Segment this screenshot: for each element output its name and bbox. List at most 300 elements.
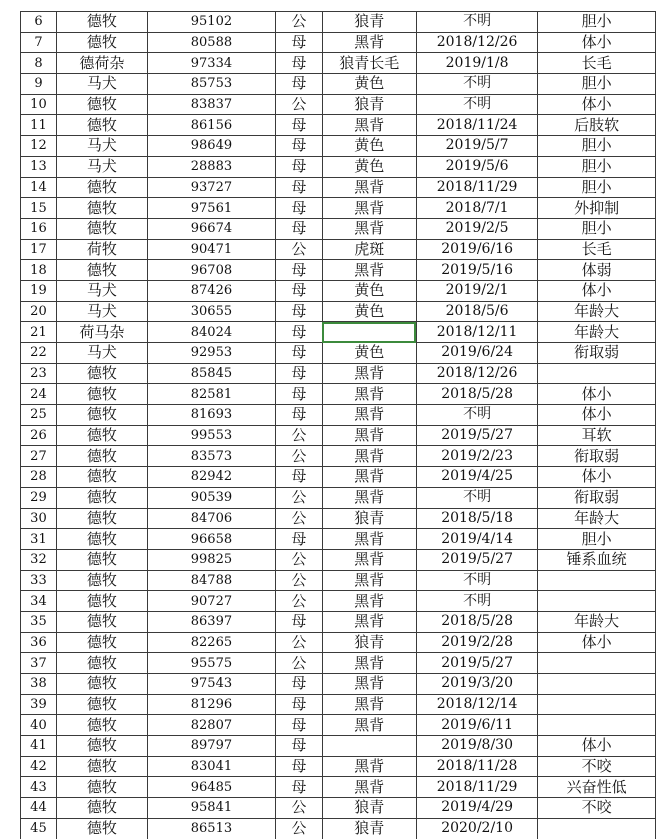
breed-cell[interactable]: 德牧 [56, 570, 147, 591]
breed-cell[interactable]: 德牧 [56, 198, 147, 219]
row-number-cell[interactable]: 13 [21, 156, 57, 177]
breed-cell[interactable]: 荷牧 [56, 239, 147, 260]
remark-cell[interactable]: 长毛 [538, 53, 656, 74]
row-number-cell[interactable]: 43 [21, 777, 57, 798]
date-cell[interactable]: 不明 [416, 591, 537, 612]
sex-cell[interactable]: 母 [276, 756, 323, 777]
coat-color-cell[interactable]: 狼青 [322, 12, 416, 33]
sex-cell[interactable]: 母 [276, 611, 323, 632]
date-cell[interactable]: 2019/6/24 [416, 343, 537, 364]
row-number-cell[interactable]: 32 [21, 549, 57, 570]
sex-cell[interactable]: 母 [276, 322, 323, 343]
breed-cell[interactable]: 德牧 [56, 12, 147, 33]
coat-color-cell[interactable]: 黑背 [322, 177, 416, 198]
row-number-cell[interactable]: 16 [21, 218, 57, 239]
breed-cell[interactable]: 德牧 [56, 467, 147, 488]
table-row [21, 198, 656, 219]
row-number-cell[interactable]: 31 [21, 529, 57, 550]
row-number-cell[interactable]: 15 [21, 198, 57, 219]
date-cell[interactable]: 2019/1/8 [416, 53, 537, 74]
dog-id-cell[interactable]: 83837 [147, 94, 275, 115]
breed-cell[interactable]: 德牧 [56, 736, 147, 757]
remark-cell[interactable]: 胆小 [538, 12, 656, 33]
row-number-cell[interactable]: 40 [21, 715, 57, 736]
sex-cell[interactable]: 母 [276, 301, 323, 322]
remark-cell[interactable]: 胆小 [538, 136, 656, 157]
sex-cell[interactable]: 母 [276, 405, 323, 426]
row-number-cell[interactable]: 41 [21, 736, 57, 757]
date-cell[interactable]: 2018/11/28 [416, 756, 537, 777]
sex-cell[interactable]: 公 [276, 570, 323, 591]
remark-cell[interactable]: 锤系血统 [538, 549, 656, 570]
row-number-cell[interactable]: 38 [21, 674, 57, 695]
sex-cell[interactable]: 母 [276, 260, 323, 281]
date-cell[interactable]: 2019/5/27 [416, 549, 537, 570]
remark-cell[interactable] [538, 363, 656, 384]
remark-cell[interactable]: 年龄大 [538, 508, 656, 529]
date-cell[interactable]: 2019/3/20 [416, 674, 537, 695]
dog-id-cell[interactable]: 98649 [147, 136, 275, 157]
dog-id-cell[interactable]: 90727 [147, 591, 275, 612]
breed-cell[interactable]: 德牧 [56, 653, 147, 674]
remark-cell[interactable]: 年龄大 [538, 322, 656, 343]
date-cell[interactable]: 2019/2/23 [416, 446, 537, 467]
sex-cell[interactable]: 公 [276, 798, 323, 819]
breed-cell[interactable]: 德牧 [56, 115, 147, 136]
breed-cell[interactable]: 德牧 [56, 94, 147, 115]
date-cell[interactable]: 2018/11/29 [416, 177, 537, 198]
coat-color-cell[interactable]: 黑背 [322, 260, 416, 281]
date-cell[interactable]: 2018/5/6 [416, 301, 537, 322]
date-cell[interactable]: 2018/5/28 [416, 384, 537, 405]
row-number-cell[interactable]: 9 [21, 74, 57, 95]
breed-cell[interactable]: 德牧 [56, 777, 147, 798]
sex-cell[interactable]: 公 [276, 12, 323, 33]
remark-cell[interactable]: 长毛 [538, 239, 656, 260]
breed-cell[interactable]: 德牧 [56, 674, 147, 695]
date-cell[interactable]: 2019/6/16 [416, 239, 537, 260]
sex-cell[interactable]: 公 [276, 487, 323, 508]
coat-color-cell[interactable]: 黄色 [322, 74, 416, 95]
date-cell[interactable]: 2018/12/14 [416, 694, 537, 715]
breed-cell[interactable]: 马犬 [56, 136, 147, 157]
remark-cell[interactable]: 兴奋性低 [538, 777, 656, 798]
coat-color-cell[interactable]: 虎斑 [322, 239, 416, 260]
sex-cell[interactable]: 母 [276, 736, 323, 757]
coat-color-cell[interactable]: 黑背 [322, 467, 416, 488]
table-row [21, 611, 656, 632]
dog-id-cell[interactable]: 82942 [147, 467, 275, 488]
table-row [21, 405, 656, 426]
sex-cell[interactable]: 母 [276, 529, 323, 550]
row-number-cell[interactable]: 19 [21, 280, 57, 301]
dog-id-cell[interactable]: 82265 [147, 632, 275, 653]
dog-id-cell[interactable]: 87426 [147, 280, 275, 301]
remark-cell[interactable]: 衔取弱 [538, 343, 656, 364]
coat-color-cell[interactable]: 黑背 [322, 405, 416, 426]
table-row [21, 384, 656, 405]
remark-cell[interactable]: 胆小 [538, 218, 656, 239]
table-row [21, 570, 656, 591]
coat-color-cell[interactable]: 狼青 [322, 94, 416, 115]
sex-cell[interactable]: 母 [276, 53, 323, 74]
coat-color-cell[interactable]: 黑背 [322, 115, 416, 136]
breed-cell[interactable]: 荷马杂 [56, 322, 147, 343]
sex-cell[interactable]: 母 [276, 674, 323, 695]
coat-color-cell[interactable]: 黑背 [322, 694, 416, 715]
table-row [21, 343, 656, 364]
sex-cell[interactable]: 母 [276, 74, 323, 95]
dog-id-cell[interactable]: 92953 [147, 343, 275, 364]
remark-cell[interactable] [538, 694, 656, 715]
coat-color-cell[interactable]: 黄色 [322, 280, 416, 301]
row-number-cell[interactable]: 6 [21, 12, 57, 33]
dog-id-cell[interactable]: 84024 [147, 322, 275, 343]
breed-cell[interactable]: 德牧 [56, 756, 147, 777]
coat-color-cell[interactable]: 黑背 [322, 363, 416, 384]
row-number-cell[interactable]: 34 [21, 591, 57, 612]
breed-cell[interactable]: 马犬 [56, 301, 147, 322]
coat-color-cell[interactable]: 黑背 [322, 218, 416, 239]
table-row [21, 446, 656, 467]
row-number-cell[interactable]: 27 [21, 446, 57, 467]
coat-color-cell[interactable]: 黑背 [322, 425, 416, 446]
row-number-cell[interactable]: 37 [21, 653, 57, 674]
date-cell[interactable]: 2018/12/26 [416, 363, 537, 384]
row-number-cell[interactable]: 24 [21, 384, 57, 405]
breed-cell[interactable]: 德牧 [56, 363, 147, 384]
sex-cell[interactable]: 公 [276, 425, 323, 446]
row-number-cell[interactable]: 8 [21, 53, 57, 74]
remark-cell[interactable]: 后肢软 [538, 115, 656, 136]
row-number-cell[interactable]: 39 [21, 694, 57, 715]
date-cell[interactable]: 2019/4/14 [416, 529, 537, 550]
row-number-cell[interactable]: 45 [21, 818, 57, 839]
remark-cell[interactable]: 胆小 [538, 156, 656, 177]
date-cell[interactable]: 2019/4/29 [416, 798, 537, 819]
date-cell[interactable]: 不明 [416, 570, 537, 591]
date-cell[interactable]: 2019/4/25 [416, 467, 537, 488]
date-cell[interactable]: 2019/5/7 [416, 136, 537, 157]
sex-cell[interactable]: 公 [276, 239, 323, 260]
coat-color-cell[interactable]: 黄色 [322, 343, 416, 364]
dog-id-cell[interactable]: 95102 [147, 12, 275, 33]
coat-color-cell[interactable]: 黑背 [322, 529, 416, 550]
date-cell[interactable]: 2019/5/27 [416, 653, 537, 674]
breed-cell[interactable]: 德牧 [56, 384, 147, 405]
coat-color-cell[interactable]: 黑背 [322, 446, 416, 467]
dog-id-cell[interactable]: 85753 [147, 74, 275, 95]
coat-color-cell[interactable]: 黄色 [322, 136, 416, 157]
remark-cell[interactable] [538, 570, 656, 591]
dog-id-cell[interactable]: 97334 [147, 53, 275, 74]
breed-cell[interactable]: 马犬 [56, 74, 147, 95]
table-row [21, 632, 656, 653]
row-number-cell[interactable]: 11 [21, 115, 57, 136]
sex-cell[interactable]: 公 [276, 94, 323, 115]
row-number-cell[interactable]: 28 [21, 467, 57, 488]
table-row [21, 115, 656, 136]
dog-id-cell[interactable]: 97561 [147, 198, 275, 219]
date-cell[interactable]: 2019/5/16 [416, 260, 537, 281]
dog-id-cell[interactable]: 95575 [147, 653, 275, 674]
coat-color-cell[interactable]: 狼青 [322, 818, 416, 839]
coat-color-cell[interactable]: 黑背 [322, 549, 416, 570]
remark-cell[interactable]: 体小 [538, 736, 656, 757]
breed-cell[interactable]: 德牧 [56, 487, 147, 508]
breed-cell[interactable]: 德牧 [56, 260, 147, 281]
sex-cell[interactable]: 公 [276, 508, 323, 529]
table-row [21, 239, 656, 260]
breed-cell[interactable]: 德牧 [56, 508, 147, 529]
row-number-cell[interactable]: 18 [21, 260, 57, 281]
sex-cell[interactable]: 公 [276, 818, 323, 839]
breed-cell[interactable]: 德牧 [56, 694, 147, 715]
coat-color-cell[interactable]: 黑背 [322, 653, 416, 674]
sex-cell[interactable]: 母 [276, 177, 323, 198]
dog-id-cell[interactable]: 28883 [147, 156, 275, 177]
breed-cell[interactable]: 德牧 [56, 715, 147, 736]
dog-id-cell[interactable]: 90471 [147, 239, 275, 260]
row-number-cell[interactable]: 42 [21, 756, 57, 777]
breed-cell[interactable]: 德牧 [56, 798, 147, 819]
sex-cell[interactable]: 母 [276, 198, 323, 219]
sex-cell[interactable]: 母 [276, 343, 323, 364]
dog-id-cell[interactable]: 86397 [147, 611, 275, 632]
table-row [21, 736, 656, 757]
date-cell[interactable]: 2019/2/5 [416, 218, 537, 239]
coat-color-cell[interactable]: 黑背 [322, 384, 416, 405]
breed-cell[interactable]: 德牧 [56, 818, 147, 839]
row-number-cell[interactable]: 14 [21, 177, 57, 198]
date-cell[interactable]: 2018/12/11 [416, 322, 537, 343]
remark-cell[interactable]: 胆小 [538, 74, 656, 95]
dog-id-cell[interactable]: 95841 [147, 798, 275, 819]
breed-cell[interactable]: 马犬 [56, 280, 147, 301]
coat-color-cell[interactable]: 黄色 [322, 301, 416, 322]
date-cell[interactable]: 不明 [416, 74, 537, 95]
coat-color-cell[interactable]: 黑背 [322, 777, 416, 798]
sex-cell[interactable]: 公 [276, 446, 323, 467]
date-cell[interactable]: 2018/11/24 [416, 115, 537, 136]
remark-cell[interactable] [538, 715, 656, 736]
breed-cell[interactable]: 马犬 [56, 343, 147, 364]
breed-cell[interactable]: 德牧 [56, 591, 147, 612]
coat-color-cell[interactable]: 狼青 [322, 798, 416, 819]
coat-color-cell[interactable]: 狼青 [322, 632, 416, 653]
row-number-cell[interactable]: 25 [21, 405, 57, 426]
row-number-cell[interactable]: 20 [21, 301, 57, 322]
row-number-cell[interactable]: 30 [21, 508, 57, 529]
coat-color-cell[interactable]: 黑背 [322, 756, 416, 777]
coat-color-cell[interactable]: 黑背 [322, 198, 416, 219]
remark-cell[interactable]: 不咬 [538, 756, 656, 777]
date-cell[interactable]: 2019/2/28 [416, 632, 537, 653]
dog-id-cell[interactable]: 97543 [147, 674, 275, 695]
dog-id-cell[interactable]: 81693 [147, 405, 275, 426]
row-number-cell[interactable]: 29 [21, 487, 57, 508]
coat-color-cell[interactable]: 黑背 [322, 715, 416, 736]
row-number-cell[interactable]: 23 [21, 363, 57, 384]
sex-cell[interactable]: 公 [276, 549, 323, 570]
coat-color-cell[interactable]: 狼青 [322, 508, 416, 529]
dog-id-cell[interactable]: 82807 [147, 715, 275, 736]
date-cell[interactable]: 2019/5/6 [416, 156, 537, 177]
remark-cell[interactable]: 体小 [538, 32, 656, 53]
dog-id-cell[interactable]: 83041 [147, 756, 275, 777]
remark-cell[interactable]: 胆小 [538, 529, 656, 550]
remark-cell[interactable] [538, 674, 656, 695]
remark-cell[interactable]: 年龄大 [538, 611, 656, 632]
sex-cell[interactable]: 母 [276, 156, 323, 177]
row-number-cell[interactable]: 44 [21, 798, 57, 819]
dog-id-cell[interactable]: 89797 [147, 736, 275, 757]
breed-cell[interactable]: 德牧 [56, 549, 147, 570]
coat-color-cell[interactable] [322, 736, 416, 757]
coat-color-cell[interactable]: 黑背 [322, 487, 416, 508]
date-cell[interactable]: 2018/12/26 [416, 32, 537, 53]
table-row [21, 363, 656, 384]
date-cell[interactable]: 2019/2/1 [416, 280, 537, 301]
selected-cell[interactable] [322, 322, 416, 343]
date-cell[interactable]: 2018/5/28 [416, 611, 537, 632]
coat-color-cell[interactable]: 狼青长毛 [322, 53, 416, 74]
row-number-cell[interactable]: 7 [21, 32, 57, 53]
breed-cell[interactable]: 德牧 [56, 425, 147, 446]
remark-cell[interactable]: 体小 [538, 384, 656, 405]
date-cell[interactable]: 不明 [416, 487, 537, 508]
dog-id-cell[interactable]: 86513 [147, 818, 275, 839]
remark-cell[interactable]: 体小 [538, 94, 656, 115]
row-number-cell[interactable]: 33 [21, 570, 57, 591]
dog-id-cell[interactable]: 30655 [147, 301, 275, 322]
coat-color-cell[interactable]: 黑背 [322, 32, 416, 53]
breed-cell[interactable]: 德牧 [56, 611, 147, 632]
table-row [21, 694, 656, 715]
sex-cell[interactable]: 母 [276, 467, 323, 488]
sex-cell[interactable]: 母 [276, 115, 323, 136]
breed-cell[interactable]: 德牧 [56, 632, 147, 653]
date-cell[interactable]: 2020/2/10 [416, 818, 537, 839]
sex-cell[interactable]: 母 [276, 384, 323, 405]
dog-id-cell[interactable]: 82581 [147, 384, 275, 405]
row-number-cell[interactable]: 35 [21, 611, 57, 632]
remark-cell[interactable] [538, 591, 656, 612]
row-number-cell[interactable]: 10 [21, 94, 57, 115]
date-cell[interactable]: 不明 [416, 94, 537, 115]
coat-color-cell[interactable]: 黑背 [322, 611, 416, 632]
sex-cell[interactable]: 公 [276, 632, 323, 653]
table-row [21, 425, 656, 446]
breed-cell[interactable]: 德荷杂 [56, 53, 147, 74]
dog-id-cell[interactable]: 99553 [147, 425, 275, 446]
dog-id-cell[interactable]: 81296 [147, 694, 275, 715]
dog-id-cell[interactable]: 93727 [147, 177, 275, 198]
dog-id-cell[interactable]: 84788 [147, 570, 275, 591]
sex-cell[interactable]: 公 [276, 591, 323, 612]
remark-cell[interactable]: 胆小 [538, 177, 656, 198]
breed-cell[interactable]: 德牧 [56, 177, 147, 198]
dog-id-cell[interactable]: 90539 [147, 487, 275, 508]
remark-cell[interactable]: 衔取弱 [538, 446, 656, 467]
table-row [21, 156, 656, 177]
sex-cell[interactable]: 公 [276, 653, 323, 674]
remark-cell[interactable] [538, 653, 656, 674]
breed-cell[interactable]: 德牧 [56, 32, 147, 53]
dog-id-cell[interactable]: 80588 [147, 32, 275, 53]
sex-cell[interactable]: 母 [276, 715, 323, 736]
dog-id-cell[interactable]: 96708 [147, 260, 275, 281]
remark-cell[interactable]: 体小 [538, 467, 656, 488]
date-cell[interactable]: 不明 [416, 12, 537, 33]
remark-cell[interactable]: 体弱 [538, 260, 656, 281]
date-cell[interactable]: 2019/6/11 [416, 715, 537, 736]
row-number-cell[interactable]: 21 [21, 322, 57, 343]
breed-cell[interactable]: 马犬 [56, 156, 147, 177]
date-cell[interactable]: 2018/5/18 [416, 508, 537, 529]
remark-cell[interactable]: 耳软 [538, 425, 656, 446]
coat-color-cell[interactable]: 黑背 [322, 674, 416, 695]
table-row [21, 218, 656, 239]
table-row [21, 529, 656, 550]
remark-cell[interactable]: 体小 [538, 632, 656, 653]
date-cell[interactable]: 2019/8/30 [416, 736, 537, 757]
remark-cell[interactable]: 不咬 [538, 798, 656, 819]
date-cell[interactable]: 2018/11/29 [416, 777, 537, 798]
breed-cell[interactable]: 德牧 [56, 446, 147, 467]
row-number-cell[interactable]: 17 [21, 239, 57, 260]
sex-cell[interactable]: 母 [276, 363, 323, 384]
dog-id-cell[interactable]: 86156 [147, 115, 275, 136]
remark-cell[interactable]: 体小 [538, 280, 656, 301]
table-row [21, 301, 656, 322]
remark-cell[interactable]: 衔取弱 [538, 487, 656, 508]
remark-cell[interactable]: 年龄大 [538, 301, 656, 322]
remark-cell[interactable]: 体小 [538, 405, 656, 426]
breed-cell[interactable]: 德牧 [56, 529, 147, 550]
row-number-cell[interactable]: 22 [21, 343, 57, 364]
sex-cell[interactable]: 母 [276, 32, 323, 53]
sex-cell[interactable]: 母 [276, 218, 323, 239]
dog-id-cell[interactable]: 96674 [147, 218, 275, 239]
table-row [21, 653, 656, 674]
date-cell[interactable]: 不明 [416, 405, 537, 426]
row-number-cell[interactable]: 26 [21, 425, 57, 446]
date-cell[interactable]: 2019/5/27 [416, 425, 537, 446]
dog-id-cell[interactable]: 85845 [147, 363, 275, 384]
sex-cell[interactable]: 母 [276, 694, 323, 715]
coat-color-cell[interactable]: 黄色 [322, 156, 416, 177]
remark-cell[interactable] [538, 818, 656, 839]
date-cell[interactable]: 2018/7/1 [416, 198, 537, 219]
dog-id-cell[interactable]: 84706 [147, 508, 275, 529]
dog-id-cell[interactable]: 99825 [147, 549, 275, 570]
sex-cell[interactable]: 母 [276, 136, 323, 157]
breed-cell[interactable]: 德牧 [56, 405, 147, 426]
table-row [21, 798, 656, 819]
dog-id-cell[interactable]: 83573 [147, 446, 275, 467]
row-number-cell[interactable]: 36 [21, 632, 57, 653]
sex-cell[interactable]: 母 [276, 280, 323, 301]
coat-color-cell[interactable]: 黑背 [322, 591, 416, 612]
coat-color-cell[interactable]: 黑背 [322, 570, 416, 591]
sex-cell[interactable]: 母 [276, 777, 323, 798]
dog-id-cell[interactable]: 96485 [147, 777, 275, 798]
breed-cell[interactable]: 德牧 [56, 218, 147, 239]
row-number-cell[interactable]: 12 [21, 136, 57, 157]
remark-cell[interactable]: 外抑制 [538, 198, 656, 219]
dog-id-cell[interactable]: 96658 [147, 529, 275, 550]
